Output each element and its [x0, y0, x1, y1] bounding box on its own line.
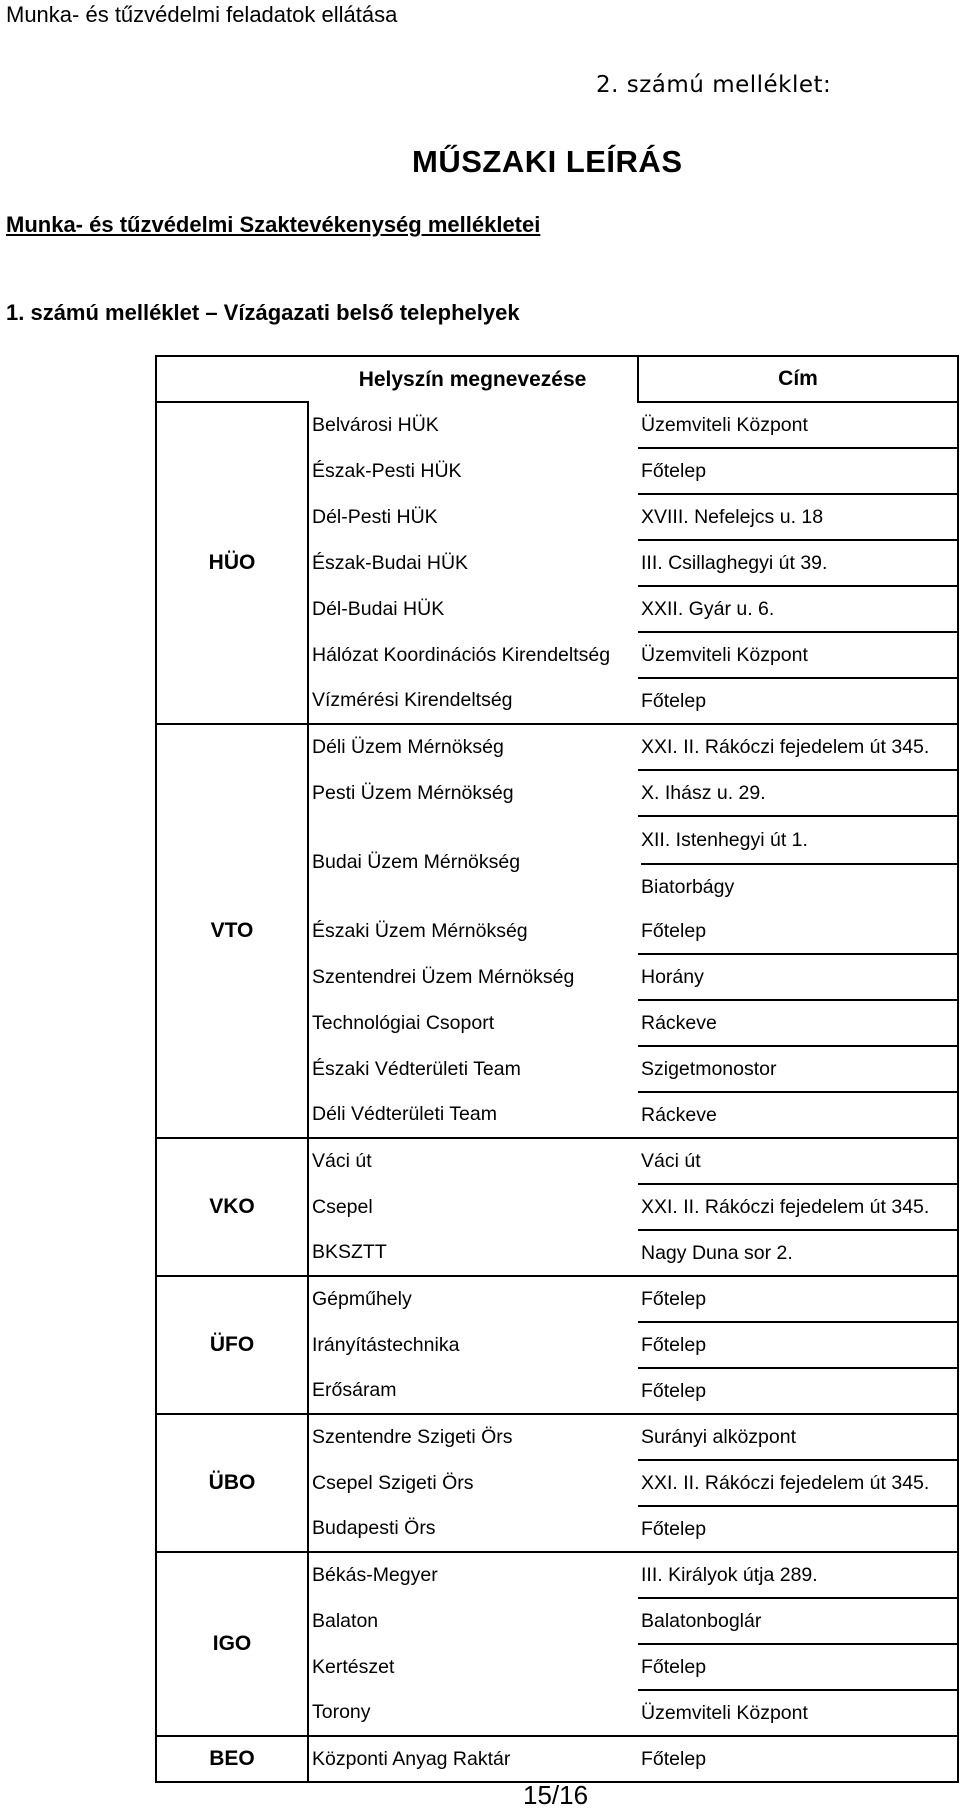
site-name: Északi Védterületi Team: [312, 1057, 521, 1080]
site-name: Déli Védterületi Team: [308, 1092, 638, 1138]
site-name: Budai Üzem Mérnökség: [312, 851, 521, 873]
document-title: MŰSZAKI LEÍRÁS: [412, 144, 683, 179]
site-name: Dél-Budai HÜK: [312, 597, 445, 620]
site-name: Irányítástechnika: [312, 1333, 460, 1356]
site-address: Főtelep: [638, 1736, 958, 1782]
site-address: Főtelep: [638, 1276, 958, 1322]
site-name: Torony: [308, 1690, 638, 1736]
site-address: Főtelep: [638, 678, 958, 724]
site-name: Északi Üzem Mérnökség: [312, 920, 528, 942]
site-name: Belvárosi HÜK: [312, 413, 439, 436]
site-name: Déli Üzem Mérnökség: [312, 736, 504, 758]
site-name: Csepel: [312, 1195, 373, 1218]
site-name: Hálózat Koordinációs Kirendeltség: [312, 643, 611, 666]
table-row: [156, 1276, 958, 1322]
table-row: [156, 402, 958, 448]
site-address-line: Biatorbágy: [641, 876, 735, 898]
sites-table-body: [156, 356, 958, 1782]
site-name: Dél-Pesti HÜK: [312, 505, 438, 528]
section-heading: 1. számú melléklet – Vízágazati belső telephelyek: [6, 300, 520, 325]
site-address: Ráckeve: [638, 1000, 958, 1046]
group-code: ÜBO: [156, 1414, 308, 1552]
site-name: Pesti Üzem Mérnökség: [312, 781, 514, 804]
annex-label: 2. számú melléklet:: [596, 72, 832, 98]
site-name: Technológiai Csoport: [312, 1011, 495, 1034]
site-name: Gépműhely: [312, 1288, 412, 1310]
site-address: XXII. Gyár u. 6.: [638, 586, 958, 632]
site-address: Főtelep: [638, 909, 958, 954]
page-number: 15/16: [523, 1780, 589, 1810]
table-header-row: [156, 356, 958, 402]
site-address: XXI. II. Rákóczi fejedelem út 345.: [638, 1184, 958, 1230]
site-address: Surányi alközpont: [638, 1414, 958, 1460]
site-address: Ráckeve: [638, 1092, 958, 1138]
site-address: Főtelep: [638, 1506, 958, 1552]
table-row: [156, 1552, 958, 1598]
group-code: ÜFO: [156, 1276, 308, 1414]
column-header-address: Cím: [638, 356, 958, 402]
site-address-line: XII. Istenhegyi út 1.: [641, 817, 957, 865]
table-row: [156, 1138, 958, 1184]
site-address: [638, 816, 958, 909]
site-name: Észak-Pesti HÜK: [312, 459, 462, 482]
site-address: III. Csillaghegyi út 39.: [638, 540, 958, 586]
table-row: [156, 1736, 958, 1782]
group-code: VKO: [156, 1138, 308, 1276]
site-name: BKSZTT: [308, 1230, 638, 1276]
site-name: Szentendre Szigeti Örs: [312, 1426, 513, 1448]
site-address: Főtelep: [638, 1322, 958, 1368]
site-address: Váci út: [638, 1138, 958, 1184]
site-name: Észak-Budai HÜK: [312, 551, 469, 574]
site-address: Főtelep: [638, 448, 958, 494]
site-name: Váci út: [312, 1150, 372, 1172]
site-address: Üzemviteli Központ: [638, 632, 958, 678]
site-address: Üzemviteli Központ: [638, 1690, 958, 1736]
document-subtitle: Munka- és tűzvédelmi Szaktevékenység mellékletei: [6, 212, 541, 237]
group-code: BEO: [156, 1736, 308, 1782]
site-address: Főtelep: [638, 1368, 958, 1414]
group-code: VTO: [156, 724, 308, 1138]
site-name: Csepel Szigeti Örs: [312, 1471, 474, 1494]
site-name: Békás-Megyer: [312, 1564, 438, 1586]
site-name: Központi Anyag Raktár: [308, 1736, 638, 1782]
site-name: Vízmérési Kirendeltség: [308, 678, 638, 724]
column-header-name: Helyszín megnevezése: [308, 356, 638, 402]
site-address: Üzemviteli Központ: [638, 402, 958, 448]
site-address: Horány: [638, 954, 958, 1000]
site-name: Budapesti Örs: [308, 1506, 638, 1552]
sites-table: [155, 355, 959, 1783]
group-header-cell: [156, 356, 308, 402]
table-row: [156, 1414, 958, 1460]
site-address: XVIII. Nefelejcs u. 18: [638, 494, 958, 540]
running-header: Munka- és tűzvédelmi feladatok ellátása: [6, 2, 398, 27]
site-address: X. Ihász u. 29.: [638, 770, 958, 816]
site-address: Főtelep: [638, 1644, 958, 1690]
site-name: Erősáram: [308, 1368, 638, 1414]
group-code: HÜO: [156, 402, 308, 724]
site-address: III. Királyok útja 289.: [638, 1552, 958, 1598]
site-address: Szigetmonostor: [638, 1046, 958, 1092]
site-address: Nagy Duna sor 2.: [638, 1230, 958, 1276]
group-code: IGO: [156, 1552, 308, 1736]
site-address: XXI. II. Rákóczi fejedelem út 345.: [638, 1460, 958, 1506]
site-address: XXI. II. Rákóczi fejedelem út 345.: [638, 724, 958, 770]
site-name: Szentendrei Üzem Mérnökség: [312, 965, 575, 988]
site-address: Balatonboglár: [638, 1598, 958, 1644]
table-row: [156, 724, 958, 770]
site-name: Kertészet: [312, 1655, 395, 1678]
site-name: Balaton: [312, 1609, 379, 1632]
